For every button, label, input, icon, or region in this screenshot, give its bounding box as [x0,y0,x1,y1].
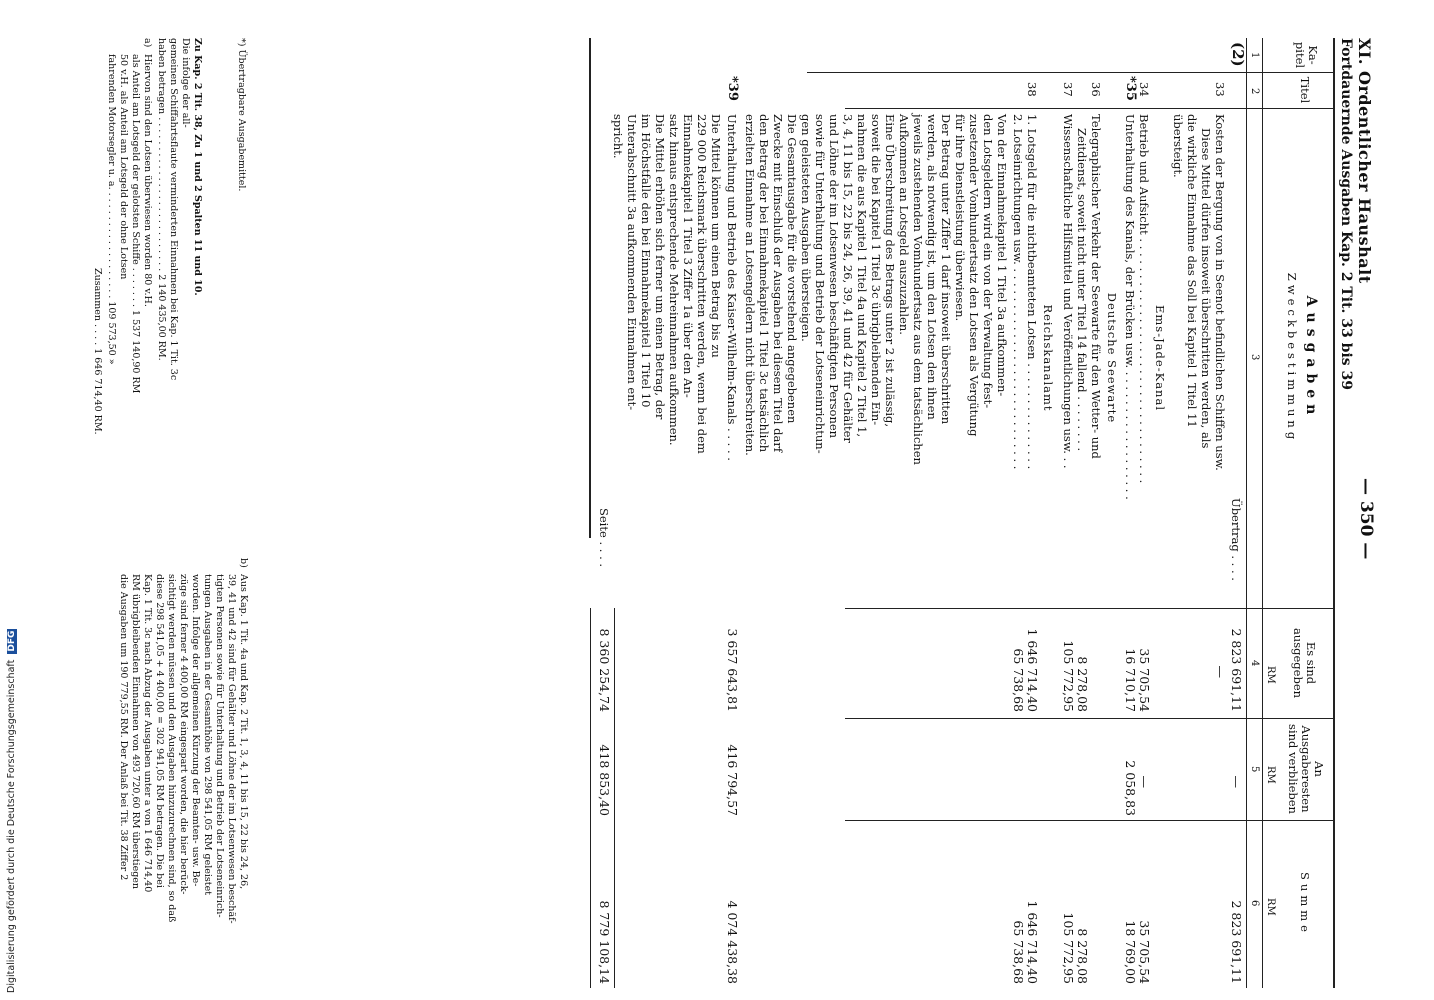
titel-38-item-2-col4: 65 738,68 [1011,648,1026,712]
titel-33-text-2: Diese Mittel dürfen insoweit überschritten werden, als [1199,128,1213,449]
titel-36-text-1: Telegraphischer Verkehr der Seewarte für den Wetter- und [1089,114,1103,459]
footnote-b-line: Kap. 1 Tit. 3c nach Abzug der Ausgaben unter a von 1 646 714,40 [142,574,153,893]
footnote-b-label: b) [238,558,249,568]
footnote-a-line: fahrenden Motorsegler u. a. . . . . . . . . . . . . . . . . . . 109 573,50 » [106,54,117,365]
t38-note-line: Der Betrag unter Ziffer 1 darf insoweit überschritten [939,114,953,425]
t38-note-line: werden, als notwendig ist, um den Lotsen den ihnen [925,114,939,420]
titel-37-text: Wissenschaftliche Hilfsmittel und Veröffentlichungen usw. . . [1061,114,1075,469]
t39-note-line: Einnahmekapitel 1 Titel 3 Ziffer 1a über den An- [681,114,695,398]
table-top-rule [1333,38,1335,988]
titel-38-item-1-col4: 1 646 714,40 [1025,628,1040,712]
heading-deutsche-seewarte: Deutsche Seewarte [1105,292,1119,424]
uebertrag-col6: 2 823 691,11 [1229,900,1244,984]
t38-note-line: gen geleisteten Ausgaben übersteigen. [799,114,813,342]
t38-note-line: und Löhne der im Lotsenwesen beschäftigten Personen [827,114,841,439]
colnum-1: 1 [1249,52,1260,59]
footnote-b-line: züge sind ferner 4 400,00 RM eingespart worden, die hier berück- [178,574,189,895]
t38-note-line: zusetzender Vomhundertsatz den Lotsen als Vergütung [967,114,981,437]
footnote-b-line: 39, 41 und 42 sind für Gehälter und Löhne der im Lotsenwesen beschäf- [226,574,237,924]
titel-39-number: *39 [725,76,740,101]
kapitel-number: (2) [1229,42,1247,67]
uebertrag-col4: 2 823 691,11 [1229,628,1244,712]
titel-34-col6: 35 705,54 [1137,920,1152,984]
col-rule-3 [845,608,1335,609]
t39-note-line: 229 000 Reichsmark überschritten werden, wenn bei dem [695,114,709,454]
colnum-5: 5 [1249,766,1260,773]
seite-col4: 8 360 254,74 [597,628,612,712]
t38-note-line: nahmen die aus Kapitel 1 Titel 4a und Kapitel 2 Titel 1, [855,114,869,438]
titel-34-number: 34 [1137,82,1151,97]
funding-credit [6,573,17,993]
titel-38-number: 38 [1025,82,1039,97]
dfg-logo: DFG [7,630,17,652]
titel-39-notes [611,114,723,604]
table-bottom-rule [590,608,591,988]
titel-38-item-2-col6: 65 738,68 [1011,920,1026,984]
uebertrag-col5: — [1229,775,1244,788]
titel-36-col4: 8 278,08 [1075,656,1090,712]
titel-33-text-1: Kosten der Bergung von in Seenot befindlichen Schiffen usw. [1213,114,1227,471]
page-subtitle: Fortdauernde Ausgaben Kap. 2 Tit. 33 bis 39 [1338,38,1354,391]
footnote-zu-kap [191,38,203,538]
t39-note-line: spricht. [611,114,625,159]
t39-note-line: im Höchstfalle den bei Einnahmekapitel 1 Titel 10 [639,114,653,408]
col-rule-5 [845,820,1335,821]
titel-38-item-1-col6: 1 646 714,40 [1025,900,1040,984]
seite-label: Seite . . . . [597,508,611,568]
t38-note-line: jeweils zustehenden Vomhundertsatz aus dem tatsächlichen [911,114,925,465]
titel-37-col4: 105 772,95 [1061,640,1076,712]
colnum-2: 2 [1249,88,1260,95]
col-rule-4 [845,718,1335,719]
footnote-b-line: sichtigt werden müssen und den Ausgaben hinzuzurechnen sind, so daß [166,574,177,923]
col-reste [1286,718,1325,820]
footnote-b-line: Aus Kap. 1 Tit. 4a und Kap. 2 Tit. 1, 3, 4, 11 bis 15, 22 bis 24, 26, [238,574,249,890]
col-zweck-label: Zweckbestimmung [1285,272,1299,444]
col-kapitel-label: Ka- pitel [1293,41,1320,69]
footnote-a-label: a) [142,38,153,48]
col-rule-2 [845,108,1335,109]
t38-note-line: den Lotsgeldern wird ein von der Verwaltung fest- [981,114,995,409]
titel-38-item-2: 2. Lotseinrichtungen usw. . . . . . . . . . . . . . . . . . . . . . . . . . . . . [1011,114,1025,470]
table-number-rule [1246,38,1247,988]
footnote-a-line: als Anteil am Lotsgeld der gelotsten Schiffe . . . . . . . 1 537 140,90 RM [130,54,141,394]
uebertrag-label: Übertrag . . . . [1229,498,1243,581]
titel-37-col6: 105 772,95 [1061,912,1076,984]
seite-col5: 418 853,40 [597,744,612,816]
t38-note-line: soweit die bei Kapitel 1 Titel 3c übrigbleibenden Ein- [869,114,883,426]
section-title: XI. Ordentlicher Haushalt [1355,38,1374,284]
seite-rule [614,608,615,988]
t38-note-line: für ihre Dienstleistung überwiesen. [953,114,967,322]
titel-39-text: Unterhaltung und Betrieb des Kaiser-Wilhelm-Kanals . . . . . [725,114,739,461]
footnote-b-lines [117,574,249,988]
titel-39-col6: 4 074 438,38 [725,900,740,984]
t39-note-line: Die Mittel erhöhen sich ferner um einen Betrag, der [653,114,667,420]
unit-4: RM [1265,666,1276,684]
footnote-star: *) Übertragbare Ausgabemittel. [236,38,247,192]
footnote-b-line: worden. Infolge der allgemeinen Kürzung der Beamten- usw. Be- [190,574,201,887]
titel-35-col5: 2 058,83 [1123,760,1138,816]
footnote-a-line: 50 v.H. als Anteil am Lotsgeld der ohne Lotsen [118,54,129,280]
col-ausgegeben-label: Es sind ausgegeben [1291,627,1318,699]
zu-kap-line: haben betragen . . . . . . . . . . . . . . . . . . . . . . . . . . 2 140 435,00 RM. [156,38,167,361]
seite-col6: 8 779 108,14 [597,900,612,984]
footnote-zusammen: Zusammen . . . . 1 646 714,40 RM. [92,268,103,435]
titel-33-text-4: übersteigt. [1171,114,1185,178]
titel-38-item-1: 1. Lotsgeld für die nichtbeamteten Lotsen . . . . . . . . . . . . . . . [1025,114,1039,470]
footnote-b-line: diese 298 541,05 + 4 400,00 = 302 941,05 RM betragen. Die bei [154,574,165,888]
page-number: — 350 — [1356,478,1376,560]
footnote-a-lines [105,54,153,534]
titel-33-number: 33 [1213,82,1227,97]
titel-34-col4: 35 705,54 [1137,648,1152,712]
titel-33-col4: — [1213,665,1228,678]
t38-note-line: sowie für Unterhaltung und Betrieb der Lotseneinrichtun- [813,114,827,454]
col-ausgegeben [1291,608,1317,718]
heading-ems-jade-kanal: Ems-Jade-Kanal [1153,305,1167,411]
zu-kap-line: gemeinen Schiffahrtsflaute verminderten Einnahmen bei Kap. 1 Tit. 3c [168,38,179,381]
footnote-a-line: Hiervon sind den Lotsen überwiesen worden 80 v.H. [142,54,153,307]
t39-note-line: Unterabschnitt 3a aufkommenden Einnahmen ent- [625,114,639,411]
footnote-b-line: tungen Ausgaben in der Gesamthöhe von 298 541,05 RM geleistet [202,574,213,896]
footnote-b-line: RM übrigbleibenden Einnahmen von 493 720,60 RM überstiegen [130,574,141,890]
footnote-zu-kap-title: Zu Kap. 2 Tit. 38, Zu 1 und 2 Spalten 11 und 10. [192,38,203,296]
titel-34-col5: — [1137,775,1152,788]
t38-note-line: Zwecke mit Einschluß der Ausgaben bei diesem Titel darf [771,114,785,453]
col-titel [1298,72,1311,108]
titel-36-number: 36 [1089,82,1103,97]
footnote-separator [589,38,591,538]
t38-note-line: Aufkommen an Lotsgeld auszuzahlen. [897,114,911,335]
colnum-3: 3 [1249,354,1260,361]
t38-note-line: 3, 4, 11 bis 15, 22 bis 24, 26, 39, 41 und 42 für Gehälter [841,114,855,443]
titel-35-text: Unterhaltung des Kanals, der Brücken usw. . . . . . . . . . . . . . . . . . . [1123,114,1137,500]
col-kapitel [1293,38,1319,72]
colnum-6: 6 [1249,900,1260,907]
col-summe [1298,820,1311,988]
titel-38-notes [743,114,1009,604]
titel-39-col5: 416 794,57 [725,744,740,816]
footnote-b-line: tigten Personen sowie für Unterhaltung und Betrieb der Lotseneinrich- [214,574,225,918]
titel-36-text-2: Zeitdienst, soweit nicht unter Titel 14 fallend . . . . . . . . [1075,128,1089,452]
titel-36-col6: 8 278,08 [1075,928,1090,984]
t38-note-line: Von der Einnahmekapitel 1 Titel 3a aufkommen- [995,114,1009,397]
heading-reichskanalamt: Reichskanalamt [1041,304,1055,412]
zu-kap-line: Die infolge der all- [180,38,191,128]
titel-34-text: Betrieb und Aufsicht . . . . . . . . . . . . . . . . . . . . . . . . . . . . . . . . . . [1137,114,1151,484]
credit-text: Digitalisierung gefördert durch die Deutsche Forschungsgemeinschaft [6,659,17,993]
colnum-4: 4 [1249,660,1260,667]
t38-note-line: Die Gesamtausgabe für die vorstehend angegebenen [785,114,799,424]
col-titel-label: Titel [1298,76,1312,104]
titel-35-number: *35 [1123,76,1138,101]
table-header-rule [1262,38,1263,988]
col-reste-label: An Ausgaberesten sind verblieben [1286,724,1326,814]
unit-5: RM [1265,766,1276,784]
rotated-budget-sheet [35,38,1375,988]
titel-35-col4: 16 710,17 [1123,648,1138,712]
col-summe-label: Summe [1298,872,1312,936]
footnote-b-line: die Ausgaben um 190 779,55 RM. Der Anlaß bei Tit. 38 Ziffer 2 [118,574,129,881]
col-ausgaben [1285,108,1317,608]
titel-35-col6: 18 769,00 [1123,920,1138,984]
titel-37-number: 37 [1061,82,1075,97]
t38-note-line: erzielten Einnahme an Lotsengeldern nicht überschreiten. [743,114,757,456]
unit-6: RM [1265,898,1276,916]
col-rule-1 [807,72,1335,73]
col-ausgaben-label: Ausgaben [1303,295,1319,421]
t39-note-line: satz hinaus entsprechende Mehreinnahmen aufkommen. [667,114,681,446]
t38-note-line: Eine Überschreitung des Betrags unter 2 ist zulässig, [883,114,897,428]
t38-note-line: den Betrag der bei Einnahmekapitel 1 Titel 3c tatsächlich [757,114,771,453]
footnote-zu-kap-lines [155,38,191,538]
t39-note-line: Die Mittel können um einen Betrag bis zu [709,114,723,358]
titel-33-text-3: die wirkliche Einnahme das Soll bei Kapitel 1 Titel 11 [1185,114,1199,428]
titel-39-col4: 3 657 643,81 [725,628,740,712]
